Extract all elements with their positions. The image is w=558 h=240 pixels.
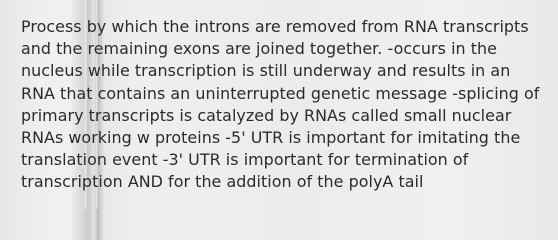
answer-line: and the remaining exons are joined together. -occurs in the: [21, 39, 497, 59]
answer-line: transcription AND for the addition of the polyA tail: [21, 172, 424, 192]
answer-line: RNA that contains an uninterrupted genetic message -splicing of: [21, 83, 540, 103]
answer-line: translation event -3' UTR is important for termination of: [21, 150, 469, 170]
answer-line: Process by which the introns are removed from RNA transcripts: [21, 17, 529, 36]
answer-line: RNAs working w proteins -5' UTR is important for imitating the: [21, 128, 521, 148]
answer-text: [21, 16, 541, 194]
answer-line: nucleus while transcription is still underway and results in an: [21, 61, 511, 81]
answer-line: primary transcripts is catalyzed by RNAs called small nuclear: [21, 105, 512, 125]
